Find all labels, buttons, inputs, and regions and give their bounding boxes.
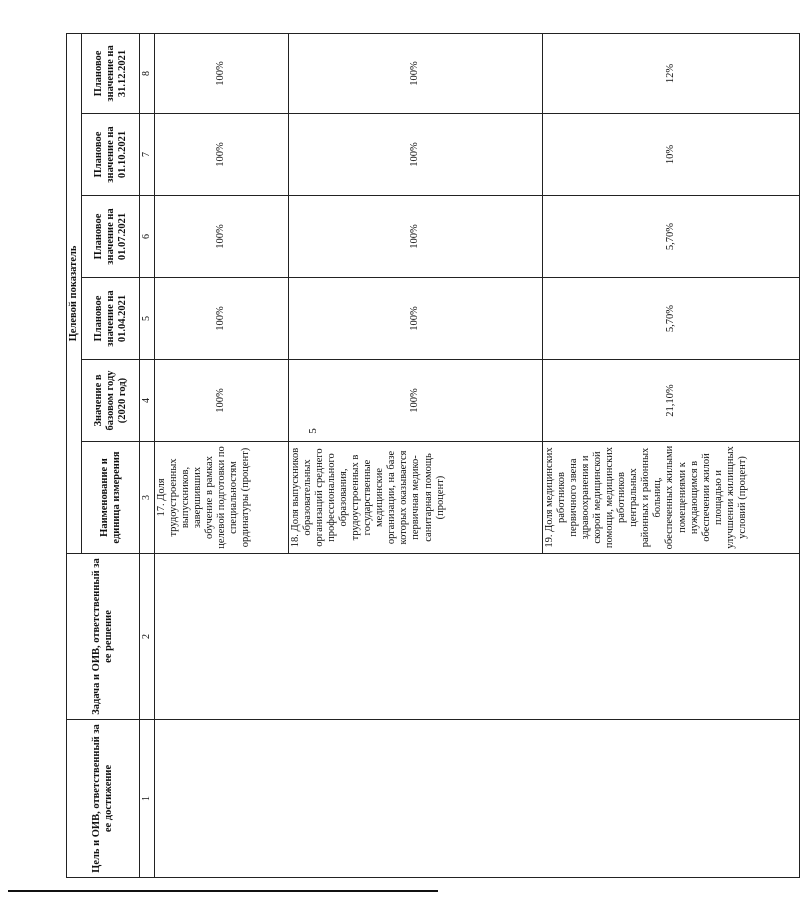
indicator-name: 18. Доля выпускников образовательных организаций среднего профессионального образования, трудоустроенных в государственные медицинские организации, на базе которых оказывается первичная медико-санитарная помощь (процент) bbox=[288, 442, 542, 554]
header-task: Задача и ОИВ, ответственный за ее решение bbox=[67, 554, 140, 720]
table-row bbox=[154, 33, 288, 877]
value-q4: 100% bbox=[154, 33, 288, 113]
indicator-name: 19. Доля медицинских работников первичного звена здравоохранения и скорой медицинской помощи, медицинских работников центральных районных и районных больниц, обеспеченных жилыми помещениями к нуждающимся в обеспечении жилой площадью и улучшении жилищных условий (процент) bbox=[542, 442, 799, 554]
header-goal: Цель и ОИВ, ответственный за ее достижение bbox=[67, 720, 140, 878]
task-cell bbox=[154, 554, 799, 720]
page-number: 5 bbox=[306, 428, 319, 434]
value-q4: 12% bbox=[542, 33, 799, 113]
rotated-table-wrapper bbox=[66, 34, 800, 878]
header-q3: Плановое значение на 01.10.2021 bbox=[82, 114, 139, 196]
header-q2: Плановое значение на 01.07.2021 bbox=[82, 196, 139, 278]
column-number: 2 bbox=[139, 554, 154, 720]
column-number-row bbox=[139, 33, 154, 877]
goal-cell bbox=[154, 720, 799, 878]
value-q1: 100% bbox=[288, 278, 542, 360]
header-name: Наименование и единица измерения bbox=[82, 442, 139, 554]
value-q3: 100% bbox=[154, 114, 288, 196]
value-q1: 5,70% bbox=[542, 278, 799, 360]
header-q1: Плановое значение на 01.04.2021 bbox=[82, 278, 139, 360]
header-base: Значение в базовом году (2020 год) bbox=[82, 360, 139, 442]
indicator-table bbox=[66, 33, 800, 878]
column-number: 7 bbox=[139, 114, 154, 196]
header-row-group bbox=[67, 33, 82, 877]
bottom-divider bbox=[8, 890, 438, 892]
value-q1: 100% bbox=[154, 278, 288, 360]
column-number: 4 bbox=[139, 360, 154, 442]
column-number: 5 bbox=[139, 278, 154, 360]
value-q4: 100% bbox=[288, 33, 542, 113]
column-number: 3 bbox=[139, 442, 154, 554]
value-q2: 100% bbox=[154, 196, 288, 278]
header-q4: Плановое значение на 31.12.2021 bbox=[82, 33, 139, 113]
value-base: 100% bbox=[154, 360, 288, 442]
header-indicator-group: Целевой показатель bbox=[67, 33, 82, 553]
value-q2: 5,70% bbox=[542, 196, 799, 278]
value-base: 100% bbox=[288, 360, 542, 442]
column-number: 1 bbox=[139, 720, 154, 878]
value-q3: 10% bbox=[542, 114, 799, 196]
column-number: 6 bbox=[139, 196, 154, 278]
value-base: 21,10% bbox=[542, 360, 799, 442]
value-q3: 100% bbox=[288, 114, 542, 196]
value-q2: 100% bbox=[288, 196, 542, 278]
indicator-name: 17. Доля трудоустроенных выпускников, завершивших обучение в рамках целевой подготовки по специальностям ординатуры (процент) bbox=[154, 442, 288, 554]
column-number: 8 bbox=[139, 33, 154, 113]
